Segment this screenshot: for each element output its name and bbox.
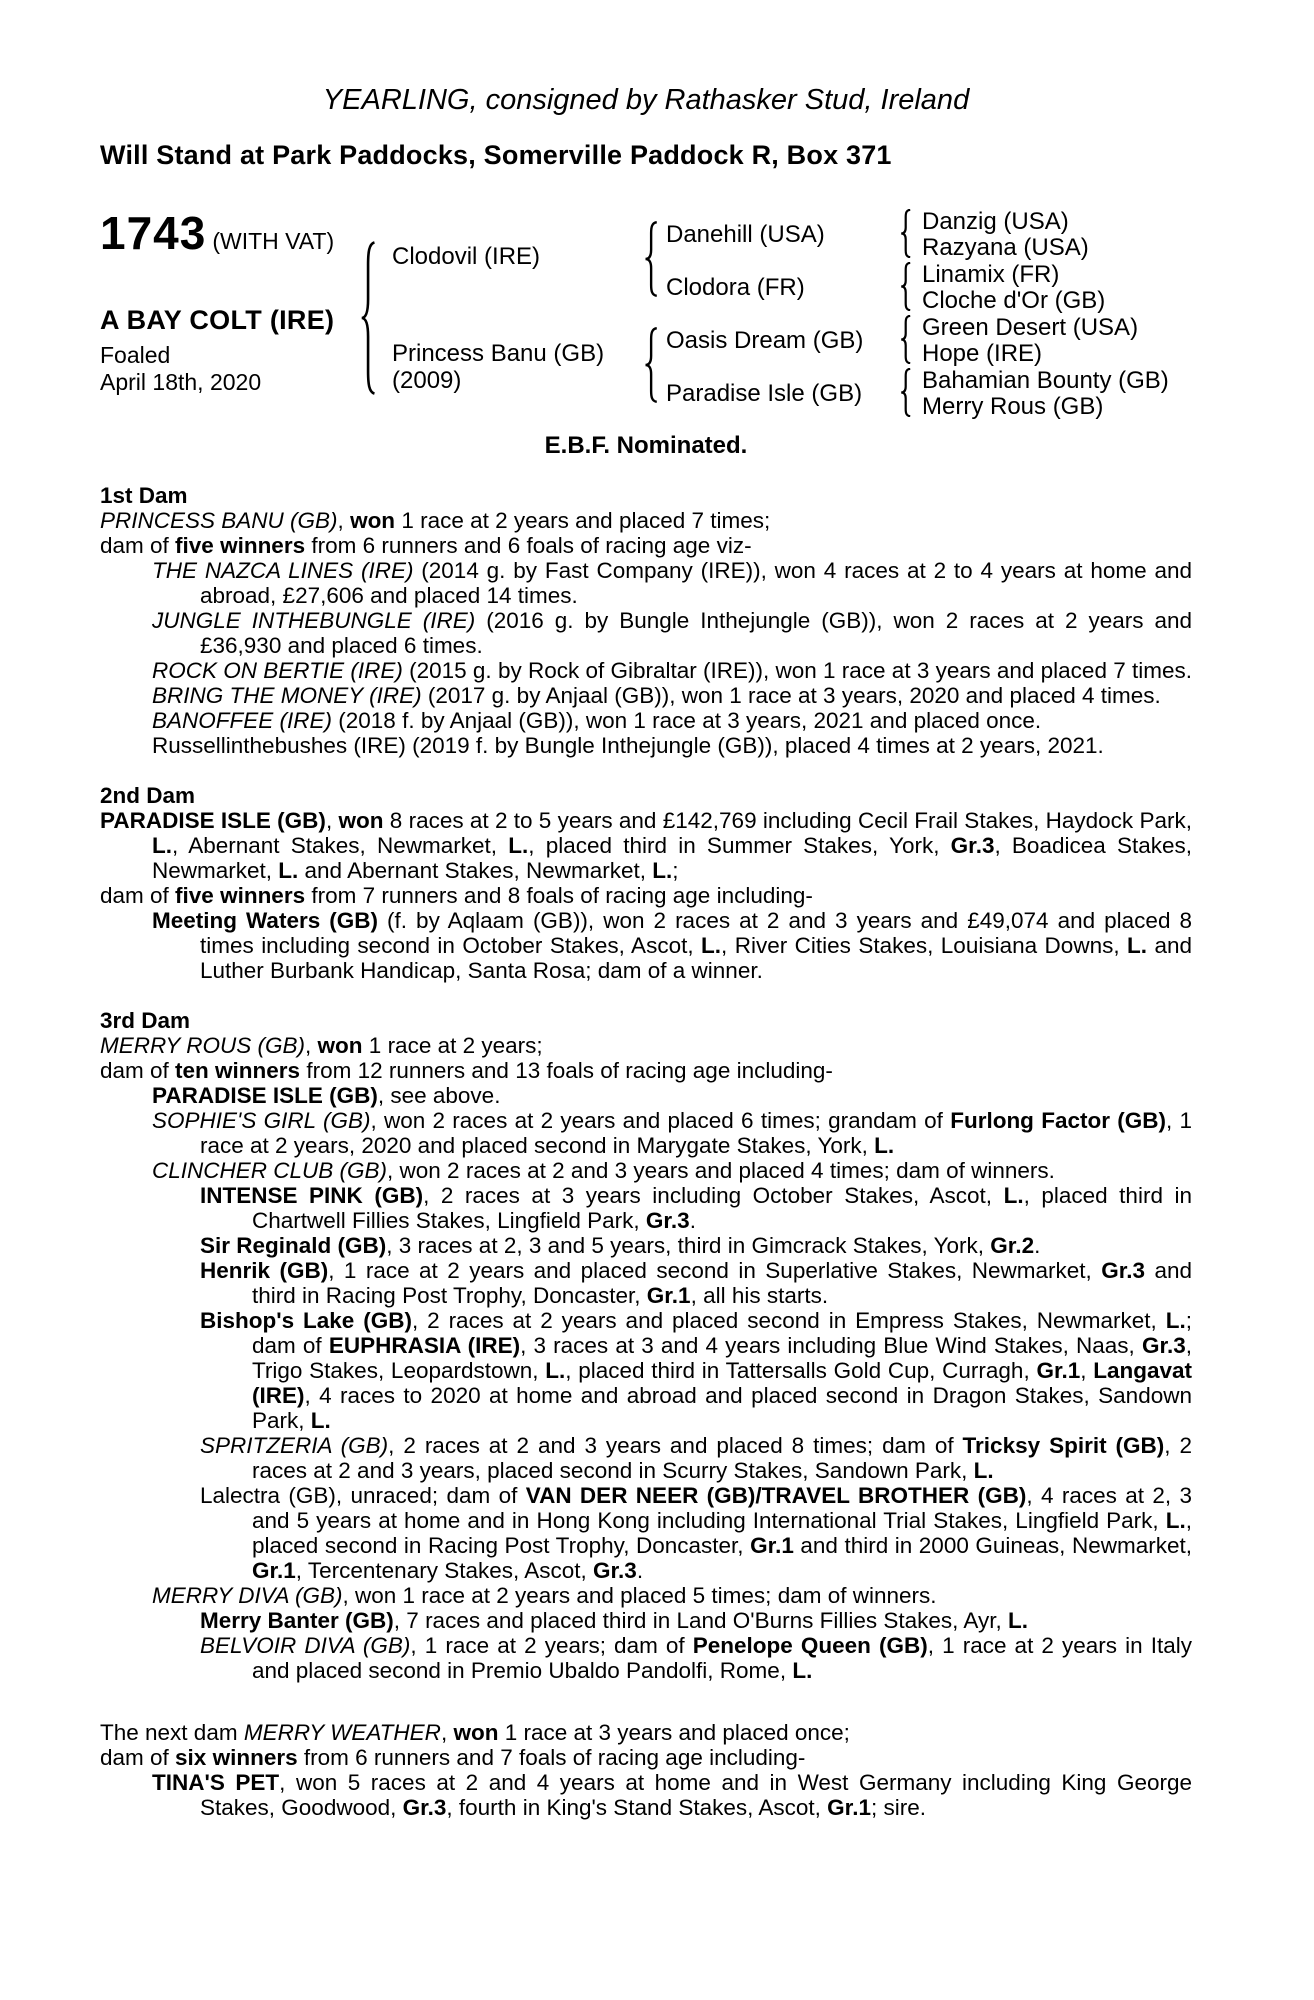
pedigree-entry: Henrik (GB), 1 race at 2 years and placed second in Superlative Stakes, Newmarket, Gr.3 and third in Racing Post Trophy, Doncaster, Gr.1, all his starts. [200, 1258, 1193, 1308]
pedigree-entry: SPRITZERIA (GB), 2 races at 2 and 3 years and placed 8 times; dam of Tricksy Spirit (GB), 2 races at 2 and 3 years, placed second in Scurry Stakes, Sandown Park, L. [200, 1433, 1192, 1483]
pedigree-entry: PARADISE ISLE (GB), see above. [152, 1083, 501, 1108]
pedigree-entry: INTENSE PINK (GB), 2 races at 3 years including October Stakes, Ascot, L., placed third in Chartwell Fillies Stakes, Lingfield Park, Gr.3. [200, 1183, 1192, 1233]
pedigree-entry: MERRY ROUS (GB), won 1 race at 2 years; [100, 1033, 543, 1058]
foaled-label: Foaled [100, 342, 171, 368]
pedigree-entry: BANOFFEE (IRE) (2018 f. by Anjaal (GB)), won 1 race at 3 years, 2021 and placed once. [152, 708, 1042, 733]
pedigree-entry: MERRY DIVA (GB), won 1 race at 2 years and placed 5 times; dam of winners. [152, 1583, 937, 1608]
dam-heading: 3rd Dam [100, 1008, 191, 1033]
pedigree-entry: PARADISE ISLE (GB), won 8 races at 2 to 5 years and £142,769 including Cecil Frail Stakes, Haydock Park, L., Abernant Stakes, Newmarket, L., placed third in Summer Stakes, York, Gr.3, Boadicea Stakes, Newmarket, L. and Abernant Stakes, Newmarket, L.; [100, 808, 1192, 883]
dam-heading: 1st Dam [100, 483, 188, 508]
pedigree-sire-sire: Danehill (USA) [666, 221, 825, 248]
pedigree-dam-sire: Oasis Dream (GB) [666, 327, 864, 354]
pedigree-entry: Russellinthebushes (IRE) (2019 f. by Bungle Inthejungle (GB)), placed 4 times at 2 years, 2021. [152, 733, 1104, 758]
pedigree-great-grandsire: Linamix (FR) [922, 261, 1060, 288]
pedigree-great-grandsire: Bahamian Bounty (GB) [922, 367, 1169, 394]
dam-section [100, 1720, 1192, 1820]
pedigree-great-granddam: Razyana (USA) [922, 234, 1089, 261]
pedigree-entry: THE NAZCA LINES (IRE) (2014 g. by Fast Company (IRE)), won 4 races at 2 to 4 years at home and abroad, £27,606 and placed 14 times. [152, 558, 1192, 608]
dam-section [100, 783, 1192, 983]
catalogue-body [100, 0, 1192, 1820]
pedigree-great-granddam: Hope (IRE) [922, 340, 1043, 367]
page-title: YEARLING, consigned by Rathasker Stud, Ireland [322, 84, 970, 116]
pedigree-entry: ROCK ON BERTIE (IRE) (2015 g. by Rock of Gibraltar (IRE)), won 1 race at 3 years and placed 7 times. [152, 658, 1192, 683]
ebf-nominated-note: E.B.F. Nominated. [544, 432, 748, 459]
pedigree-entry: Merry Banter (GB), 7 races and placed third in Land O'Burns Fillies Stakes, Ayr, L. [200, 1608, 1028, 1633]
dam-sections [100, 483, 1192, 1820]
horse-description: A BAY COLT (IRE) [100, 305, 335, 335]
pedigree-dam: Princess Banu (GB) [392, 340, 605, 367]
lot-number: 1743 [100, 207, 207, 259]
pedigree-entry: JUNGLE INTHEBUNGLE (IRE) (2016 g. by Bungle Inthejungle (GB)), won 2 races at 2 years and £36,930 and placed 6 times. [152, 608, 1192, 658]
pedigree-dam-year: (2009) [392, 367, 462, 394]
pedigree-sire-dam: Clodora (FR) [666, 274, 805, 301]
pedigree-great-grandsire: Danzig (USA) [922, 208, 1069, 235]
dam-section [100, 1008, 1192, 1683]
pedigree-great-grandsire: Green Desert (USA) [922, 314, 1139, 341]
stand-location-line: Will Stand at Park Paddocks, Somerville Paddock R, Box 371 [100, 140, 892, 170]
pedigree-dam-dam: Paradise Isle (GB) [666, 380, 863, 407]
dam-section [100, 483, 1192, 758]
pedigree-entry: dam of five winners from 7 runners and 8 foals of racing age including- [100, 883, 813, 908]
pedigree-great-granddam: Merry Rous (GB) [922, 393, 1104, 420]
pedigree-entry: Meeting Waters (GB) (f. by Aqlaam (GB)), won 2 races at 2 and 3 years and £49,074 and placed 8 times including second in October Stakes, Ascot, L., River Cities Stakes, Louisiana Downs, L. and Luther Burbank Handicap, Santa Rosa; dam of a winner. [152, 908, 1192, 983]
pedigree-entry: dam of five winners from 6 runners and 6 foals of racing age viz- [100, 533, 752, 558]
pedigree-great-granddam: Cloche d'Or (GB) [922, 287, 1106, 314]
pedigree-entry: Lalectra (GB), unraced; dam of VAN DER NEER (GB)/TRAVEL BROTHER (GB), 4 races at 2, 3 and 5 years at home and in Hong Kong including International Trial Stakes, Lingfield Park, L., placed second in Racing Post Trophy, Doncaster, Gr.1 and third in 2000 Guineas, Newmarket, Gr.1, Tercentenary Stakes, Ascot, Gr.3. [200, 1483, 1192, 1583]
pedigree-entry: BRING THE MONEY (IRE) (2017 g. by Anjaal (GB)), won 1 race at 3 years, 2020 and placed 4 times. [152, 683, 1161, 708]
pedigree-entry: BELVOIR DIVA (GB), 1 race at 2 years; dam of Penelope Queen (GB), 1 race at 2 years in Italy and placed second in Premio Ubaldo Pandolfi, Rome, L. [200, 1633, 1192, 1683]
vat-note: (WITH VAT) [212, 228, 335, 254]
pedigree-entry: PRINCESS BANU (GB), won 1 race at 2 years and placed 7 times; [100, 508, 771, 533]
pedigree-entry: Sir Reginald (GB), 3 races at 2, 3 and 5 years, third in Gimcrack Stakes, York, Gr.2. [200, 1233, 1041, 1258]
pedigree-entry: Bishop's Lake (GB), 2 races at 2 years and placed second in Empress Stakes, Newmarket, L.; dam of EUPHRASIA (IRE), 3 races at 3 and 4 years including Blue Wind Stakes, Naas, Gr.3, Trigo Stakes, Leopardstown, L., placed third in Tattersalls Gold Cup, Curragh, Gr.1, Langavat (IRE), 4 races to 2020 at home and abroad and placed second in Dragon Stakes, Sandown Park, L. [200, 1308, 1192, 1433]
pedigree-entry: The next dam MERRY WEATHER, won 1 race at 3 years and placed once; [100, 1720, 850, 1745]
pedigree-entry: CLINCHER CLUB (GB), won 2 races at 2 and 3 years and placed 4 times; dam of winners. [152, 1158, 1055, 1183]
pedigree-entry: TINA'S PET, won 5 races at 2 and 4 years at home and in West Germany including King George Stakes, Goodwood, Gr.3, fourth in King's Stand Stakes, Ascot, Gr.1; sire. [152, 1770, 1192, 1820]
pedigree-entry: SOPHIE'S GIRL (GB), won 2 races at 2 years and placed 6 times; grandam of Furlong Factor (GB), 1 race at 2 years, 2020 and placed second in Marygate Stakes, York, L. [152, 1108, 1192, 1158]
foaled-date: April 18th, 2020 [100, 369, 262, 395]
dam-heading: 2nd Dam [100, 783, 196, 808]
pedigree-entry: dam of six winners from 6 runners and 7 foals of racing age including- [100, 1745, 806, 1770]
pedigree-entry: dam of ten winners from 12 runners and 13 foals of racing age including- [100, 1058, 833, 1083]
pedigree-sire: Clodovil (IRE) [392, 243, 541, 270]
